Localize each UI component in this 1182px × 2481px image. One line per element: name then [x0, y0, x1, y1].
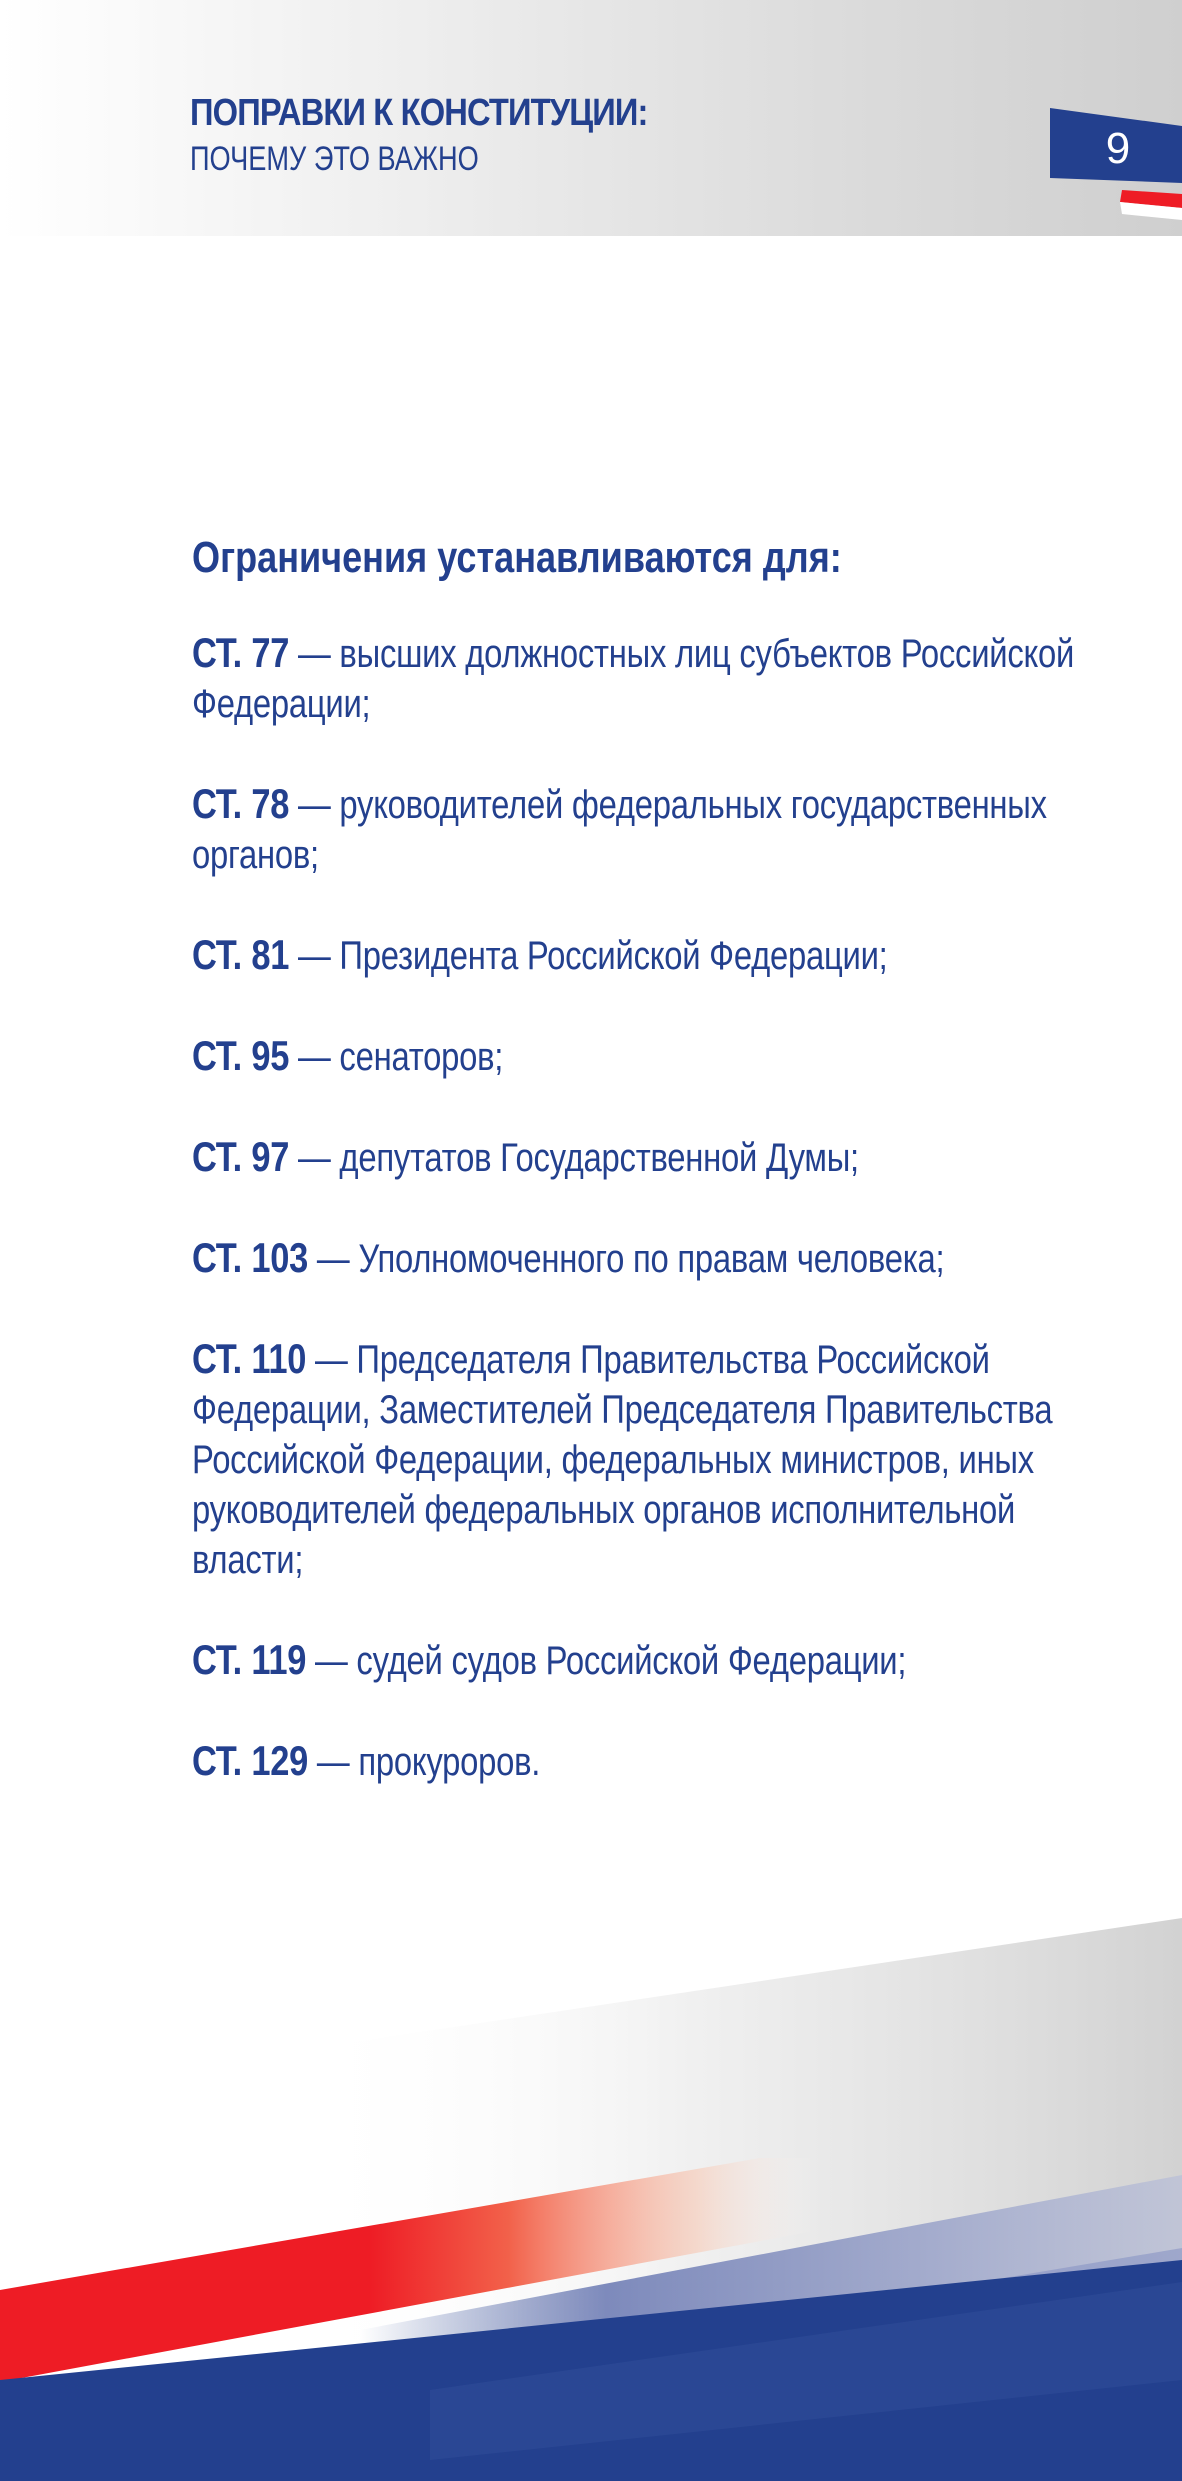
list-item [192, 1031, 1086, 1082]
list-item [192, 779, 1086, 880]
article-text: — высших должностных лиц субъектов Российской Федерации; [192, 632, 1075, 726]
article-number: СТ. 97 [192, 1133, 290, 1180]
list-item [192, 628, 1086, 729]
intro-heading: Ограничения устанавливаются для: [192, 533, 842, 582]
article-text: — сенаторов; [289, 1035, 504, 1079]
article-number: СТ. 95 [192, 1032, 290, 1079]
list-item [192, 1736, 1086, 1787]
article-text: — Президента Российской Федерации; [289, 934, 888, 978]
list-item [192, 1132, 1086, 1183]
list-item [192, 1233, 1086, 1284]
article-text: — прокуроров. [308, 1740, 541, 1784]
article-number: СТ. 110 [192, 1335, 307, 1382]
list-item [192, 1635, 1086, 1686]
article-number: СТ. 103 [192, 1234, 309, 1281]
article-number: СТ. 81 [192, 931, 290, 978]
article-number: СТ. 77 [192, 629, 290, 676]
page-header [0, 0, 1182, 236]
article-text: — Председателя Правительства Российской Федерации, Заместителей Председателя Правительства Российской Федерации, федеральных министров, иных руководителей федеральных органов исполнительной власти; [192, 1338, 1053, 1582]
article-list [192, 528, 1092, 1837]
article-text: — руководителей федеральных государственных органов; [192, 783, 1047, 877]
article-number: СТ. 129 [192, 1737, 309, 1784]
article-number: СТ. 119 [192, 1636, 307, 1683]
document-subtitle: ПОЧЕМУ ЭТО ВАЖНО [190, 140, 479, 178]
article-number: СТ. 78 [192, 780, 290, 827]
list-item [192, 1334, 1086, 1585]
page-number: 9 [1105, 124, 1131, 173]
article-text: — судей судов Российской Федерации; [306, 1639, 907, 1683]
list-item [192, 930, 1086, 981]
decorative-flag-stripes [0, 1900, 1182, 2481]
article-text: — Уполномоченного по правам человека; [308, 1237, 945, 1281]
article-text: — депутатов Государственной Думы; [289, 1136, 859, 1180]
document-title: ПОПРАВКИ К КОНСТИТУЦИИ: [190, 92, 648, 134]
